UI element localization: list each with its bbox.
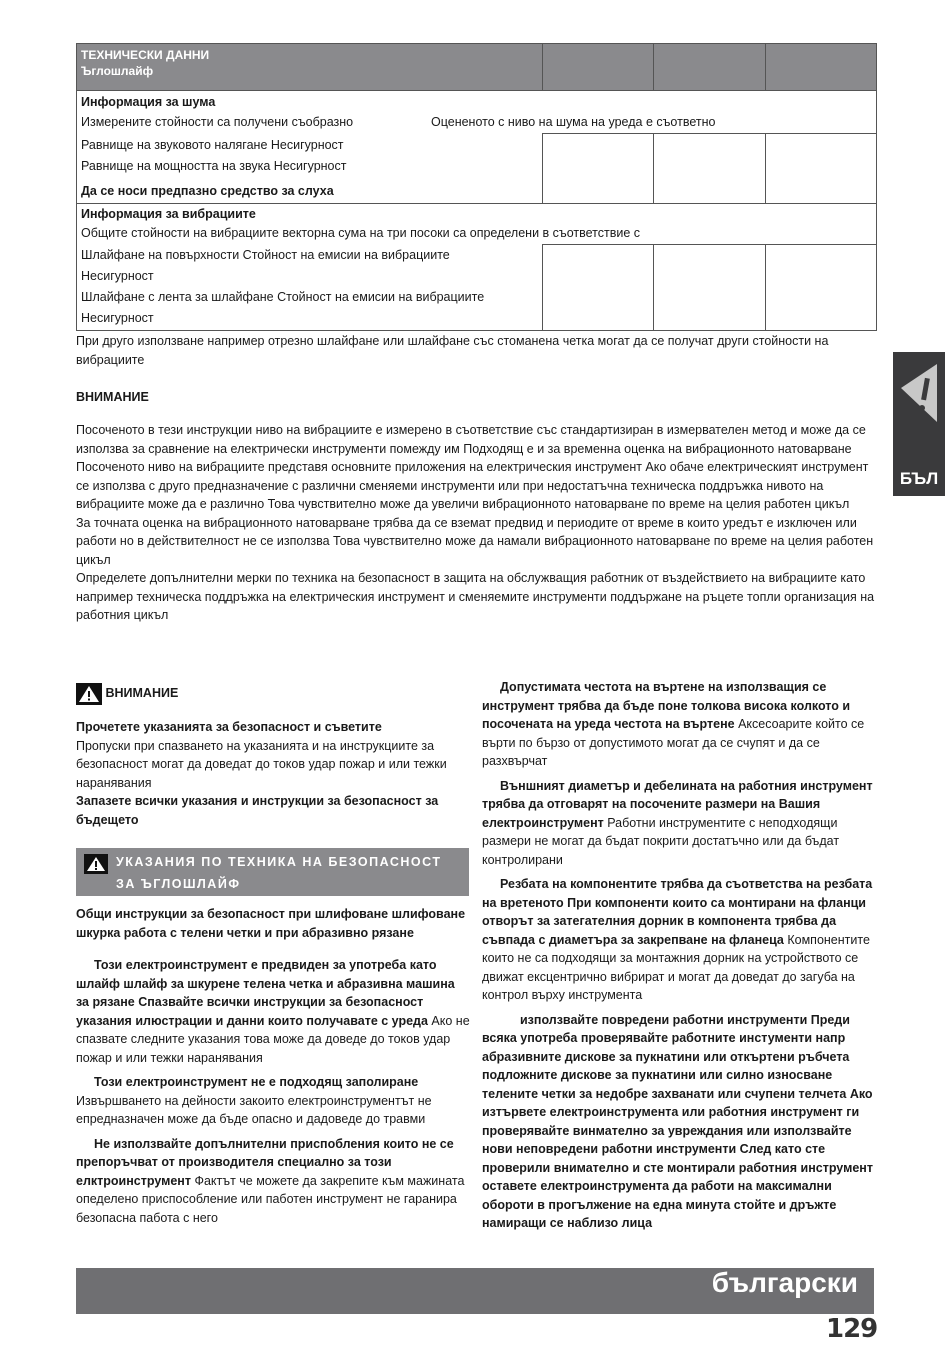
- safety-instructions-banner: [76, 848, 469, 896]
- side-tab-label: БЪЛ: [899, 469, 939, 488]
- vibration-row-belt-uncertainty: Несигурност: [81, 311, 154, 325]
- general-instructions: Общи инструкции за безопасност при шлифоване шлифоване шкурка работа с телени четки и при абразивно рязане: [76, 907, 466, 940]
- attention-paragraph: За точната оценка на вибрационното натоварване трябва да се вземат предвид и периодите от време в които уредът е изключен или работи но в действителност не се използва Това чувствително може да намали вибрационното натоварване по време на целия работен цикъл: [76, 515, 874, 567]
- hearing-protection: Да се носи предпазно средство за слуха: [81, 183, 334, 198]
- vibration-intro: Общите стойности на вибрациите векторна сума на три посоки са определени в съответствие с: [81, 225, 640, 240]
- attention-heading: ВНИМАНИЕ: [76, 390, 149, 404]
- noise-title: Информация за шума: [81, 95, 216, 109]
- noise-intro-b: Оцененото с ниво на шума на уреда е съответно: [431, 115, 716, 129]
- table-header-title: ТЕХНИЧЕСКИ ДАННИ: [81, 48, 210, 62]
- vibration-values: [77, 244, 543, 331]
- right-paragraph-1: Допустимата честота на въртене на използващия се инструмент трябва да бъде поне толкова висока колкото и посочената на уреда честота на въртене Аксесоарите който се върти по бързо от допустимото могат да се счупят и да се разхвърчат: [482, 680, 865, 768]
- banner-text: УКАЗАНИЯ ПО ТЕХНИКА НА БЕЗОПАСНОСТ ЗА ЪГЛОШЛАЙФ: [116, 855, 442, 891]
- warning-icon: [76, 683, 102, 705]
- technical-data-table: [76, 43, 877, 331]
- warning-triangle-icon: [899, 362, 939, 424]
- footer-language-label: български: [711, 1267, 858, 1298]
- warning-label: ВНИМАНИЕ: [105, 686, 179, 700]
- left-paragraph-3: Не използвайте допълнителни приспобления които не се препоръчват от производителя специално за този елктроинструмент Фактът че можете да закрепите към мажината опеделено приспособление или пaботен инструмент не гаранира безопасна пабота с него: [76, 1136, 465, 1225]
- vibration-row-surface-uncertainty: Несигурност: [81, 269, 154, 283]
- read-instructions-bold: Прочетете указанията за безопасност и съветите: [76, 720, 382, 734]
- footer-language-bar: [76, 1268, 874, 1314]
- table-header: [77, 44, 543, 91]
- attention-body: [76, 421, 876, 625]
- vibration-row-belt: Шлайфане с лента за шлайфане Стойност на емисии на вибрациите: [81, 290, 485, 304]
- noise-intro-a: Измерените стойности са получени съобразно: [81, 115, 354, 129]
- other-use-note: При друго използване например отрезно шлайфане или шлайфане със стоманена четка могат да се получат други стойности на вибрациите: [76, 334, 829, 367]
- value-cell: [543, 244, 654, 331]
- value-cell: [654, 134, 766, 204]
- page-number: 129: [826, 1314, 878, 1344]
- table-header-subtitle: Ъглошлайф: [81, 64, 154, 78]
- keep-instructions-bold: Запазете всички указания и инструкции за безопасност за бъдещето: [76, 794, 439, 827]
- noise-section-header: [77, 91, 877, 134]
- read-instructions-text: Пропуски при спазването на указанията и на инструкциите за безопасност могат да доведат до токов удар пожар и или тежки наранявания: [76, 738, 447, 790]
- attention-paragraph: Определете допълнителни мерки по техника на безопасност в защита на обслужващия работник от въздействието на вибрациите като например техническа поддръжка на електрическия инструмент и сменяемите инструменти поддържане на ръцете топли организация на работния цикъл: [76, 571, 875, 622]
- vibration-section-header: [77, 203, 877, 244]
- attention-paragraph: Посоченото ниво на вибрациите представя основните приложения на електрическия инструмент Ако обаче електрическият инструмент се използва с друго предназначение с различни сменяеми инструменти или при недостатъчна техническа поддръжка нивото на вибрациите може да е различно Това чувствително може да увеличи вибрационното натоварване по време на целия работен цикъл: [76, 460, 869, 511]
- right-paragraph-3: Резбата на компонентите трябва да съответства на резбата на вретеното При компоненти които са монтирани на фланци отворът за затегателния дорник в компонента трябва да съвпада с диаметъра за закрепване на фланеца Компонентите които не са подходящи за монтажния дорник на устройството се движат ексцентрично вибрират и могат да доведат до загуба на контрол върху инструмента: [482, 877, 873, 1002]
- language-side-tab: [893, 352, 945, 496]
- left-column: [76, 680, 471, 829]
- value-cell: [766, 134, 877, 204]
- value-cell: [766, 244, 877, 331]
- noise-row-pressure: Равнище на звуковото налягане Несигурност: [81, 137, 344, 152]
- right-paragraph-4: използвайте повредени работни инструменти Преди всяка употреба проверявайте работните инстументи напр абразивните дискове за пукнатини или откъртени ръбчета подложните дискове за пукнатини или силно износване телените четки за недобре захванати или счупени телчета Ако изтървете електроинструмента или работния инструмент ги проверявайте винмателно за увреждания или използвайте нови неповредени работни инструменти След като сте проверили внимателно и сте монтирали работния инструмент оставете електроинструмента да работи на максимални обороти в прогължение на една минута стойте и дръжте намиращи се наблизо лица: [482, 1012, 873, 1230]
- vibration-title: Информация за вибрациите: [81, 206, 256, 221]
- value-cell: [654, 244, 766, 331]
- left-column-body: [76, 905, 471, 1227]
- right-paragraph-2: Външният диаметър и дебелината на работния инструмент трябва да отговарят на посочените размери на Вашия електроинструмент Работни инструментите с неподходящи размери не могат да бъдат покрити достатъчно или да бъдат контролирани: [482, 778, 873, 867]
- warning-heading: [76, 680, 471, 706]
- warning-icon: [84, 854, 108, 874]
- value-cell: [543, 134, 654, 204]
- attention-paragraph: Посоченото в тези инструкции ниво на вибрациите е измерено в съответствие със стандартизиран в измервателен метод и може да се използва за сравнение на електрически инструменти помежду им Подходящ е и за временна оценка на вибрационното натоварване: [76, 423, 866, 456]
- left-paragraph-2: Този електроинструмент не е подходящ заполиране Извършването на дейности закоито електроинструментът не епредназначен може да бъде опасно и дадоведе до травми: [76, 1075, 432, 1126]
- noise-row-power: Равнище на мощността на звука Несигурност: [81, 158, 347, 173]
- left-paragraph-1: Този електроинструмент е предвиден за употреба като шлайф шлайф за шкурене телена четка и абразивна машина за рязане Спазвайте всички инструкции за безопасност указания илюстрации и данни които получавате с уреда Ако не спазвате следните указания това може да доведе до токов удар пожар и или тежки наранявания: [76, 958, 470, 1065]
- noise-values: [77, 134, 543, 204]
- right-column: [482, 678, 877, 1233]
- vibration-row-surface: Шлайфане на повърхности Стойност на емисии на вибрациите: [81, 248, 450, 262]
